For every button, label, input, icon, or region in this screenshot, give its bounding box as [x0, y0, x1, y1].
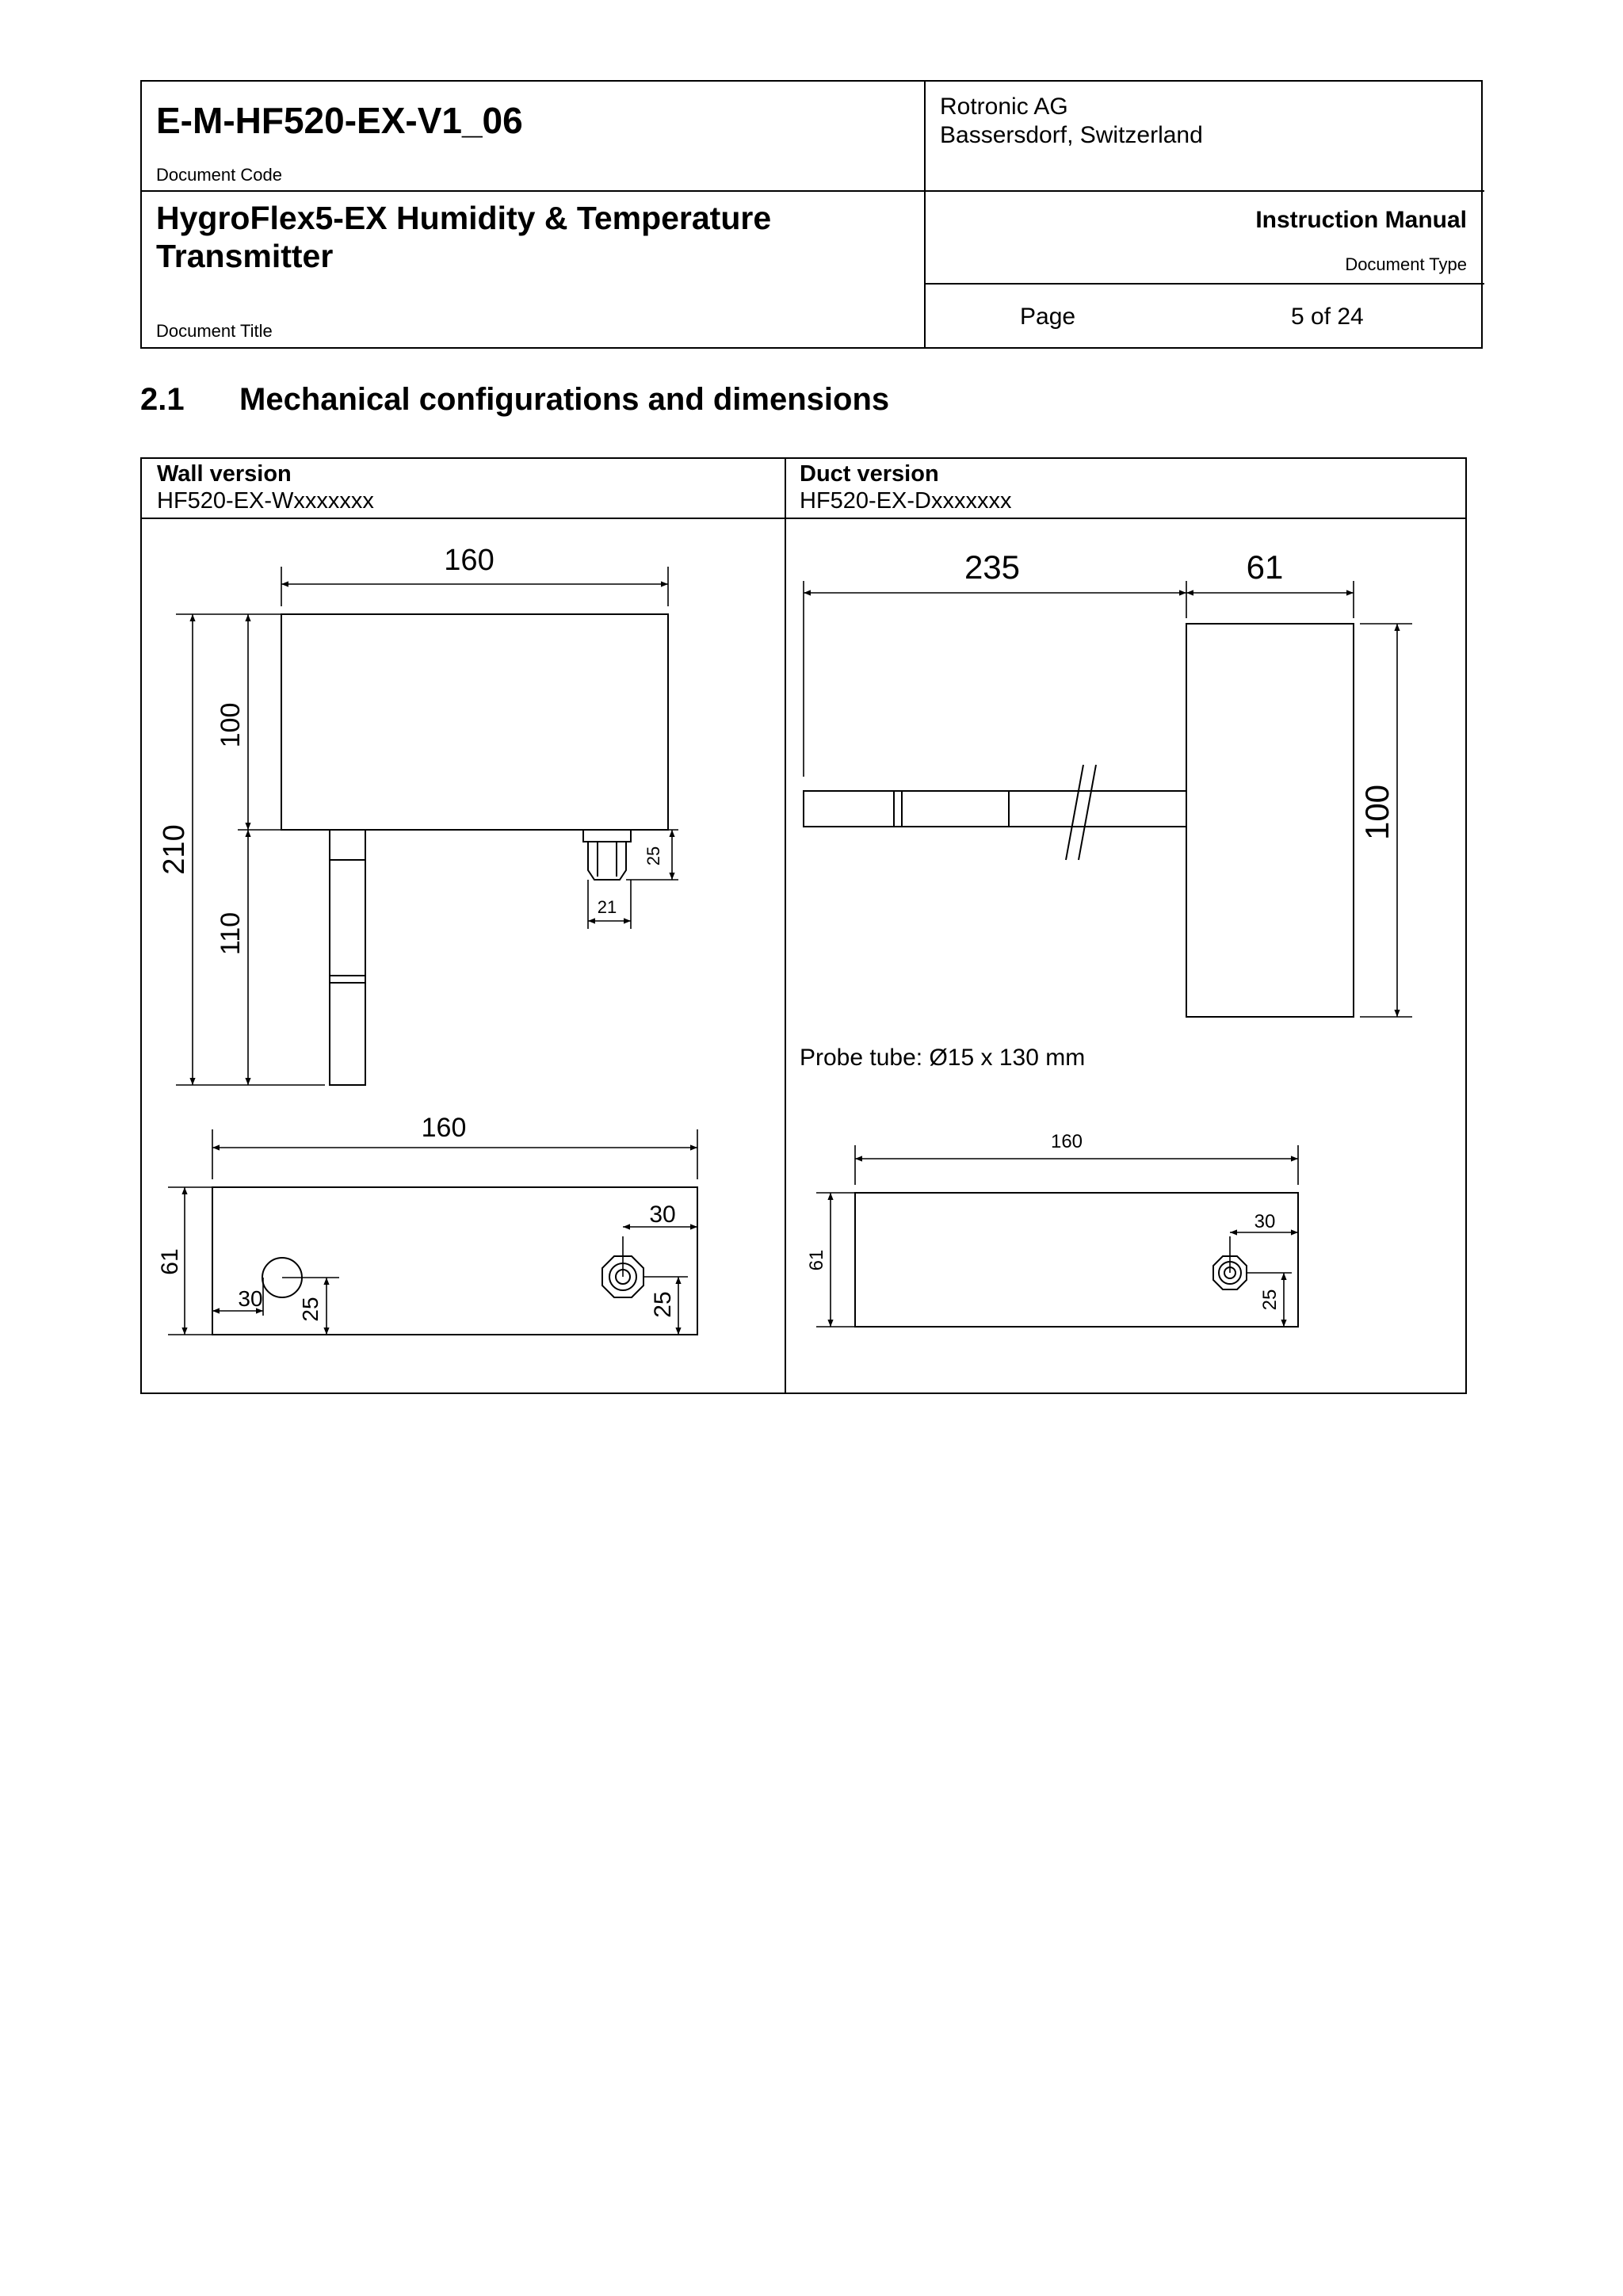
duct-front-view — [804, 624, 1354, 1017]
duct-front-dimensions — [804, 581, 1412, 1017]
dim-label: 25 — [650, 1291, 676, 1318]
company-location: Bassersdorf, Switzerland — [940, 122, 1203, 148]
company-name-text: Rotronic AG — [940, 94, 1068, 120]
dimension-labels — [157, 544, 1396, 1322]
dim-label: 235 — [964, 548, 1021, 586]
wall-front-dimensions — [176, 567, 678, 1085]
wall-top-outline — [212, 1187, 697, 1335]
section-number: 2.1 — [140, 382, 185, 417]
dim-label: 30 — [238, 1286, 263, 1311]
dim-label: 30 — [1254, 1211, 1276, 1232]
duct-version-model: HF520-EX-Dxxxxxxx — [800, 488, 1012, 514]
document-title-label: Document Title — [156, 321, 273, 341]
probe-tube-note: Probe tube: Ø15 x 130 mm — [800, 1045, 1086, 1071]
wall-housing-outline — [281, 614, 668, 830]
document-type-label: Document Type — [1345, 254, 1467, 274]
wall-top-view — [212, 1187, 697, 1335]
dim-label: 21 — [597, 897, 617, 917]
duct-top-view — [855, 1193, 1298, 1327]
dim-label: 100 — [216, 702, 246, 748]
dim-label: 160 — [1050, 1131, 1083, 1152]
wall-front-view — [281, 614, 668, 1085]
dim-label: 160 — [444, 544, 495, 577]
section-title: Mechanical configurations and dimensions — [239, 382, 890, 417]
wall-probe-outline — [330, 830, 365, 1085]
dim-label: 30 — [649, 1201, 676, 1228]
page-label: Page — [1020, 304, 1076, 330]
dim-label: 160 — [421, 1113, 467, 1143]
document-type: Instruction Manual — [1255, 207, 1467, 233]
dim-label: 100 — [1358, 784, 1396, 841]
dim-label: 61 — [806, 1249, 827, 1271]
duct-top-dimensions — [816, 1145, 1298, 1327]
wall-cable-gland — [583, 830, 631, 880]
dim-label: 110 — [216, 911, 246, 956]
duct-version-title: Duct version — [800, 461, 939, 487]
document-code: E-M-HF520-EX-V1_06 — [156, 100, 523, 141]
document-title: HygroFlex5-EX Humidity & Temperature Transmitter — [156, 200, 772, 274]
dim-label: 61 — [1246, 548, 1284, 586]
wall-version-model: HF520-EX-Wxxxxxxx — [157, 488, 374, 514]
duct-top-outline — [855, 1193, 1298, 1327]
dim-label: 25 — [643, 846, 663, 866]
duct-probe-outline — [804, 791, 1186, 827]
dim-label: 25 — [1259, 1289, 1281, 1311]
page-number: 5 of 24 — [1291, 304, 1364, 330]
dim-label: 210 — [158, 824, 191, 875]
duct-housing-outline — [1186, 624, 1354, 1017]
dim-label: 61 — [157, 1248, 183, 1275]
wall-version-title: Wall version — [157, 461, 292, 487]
document-code-label: Document Code — [156, 165, 282, 185]
dim-label: 25 — [298, 1297, 323, 1322]
